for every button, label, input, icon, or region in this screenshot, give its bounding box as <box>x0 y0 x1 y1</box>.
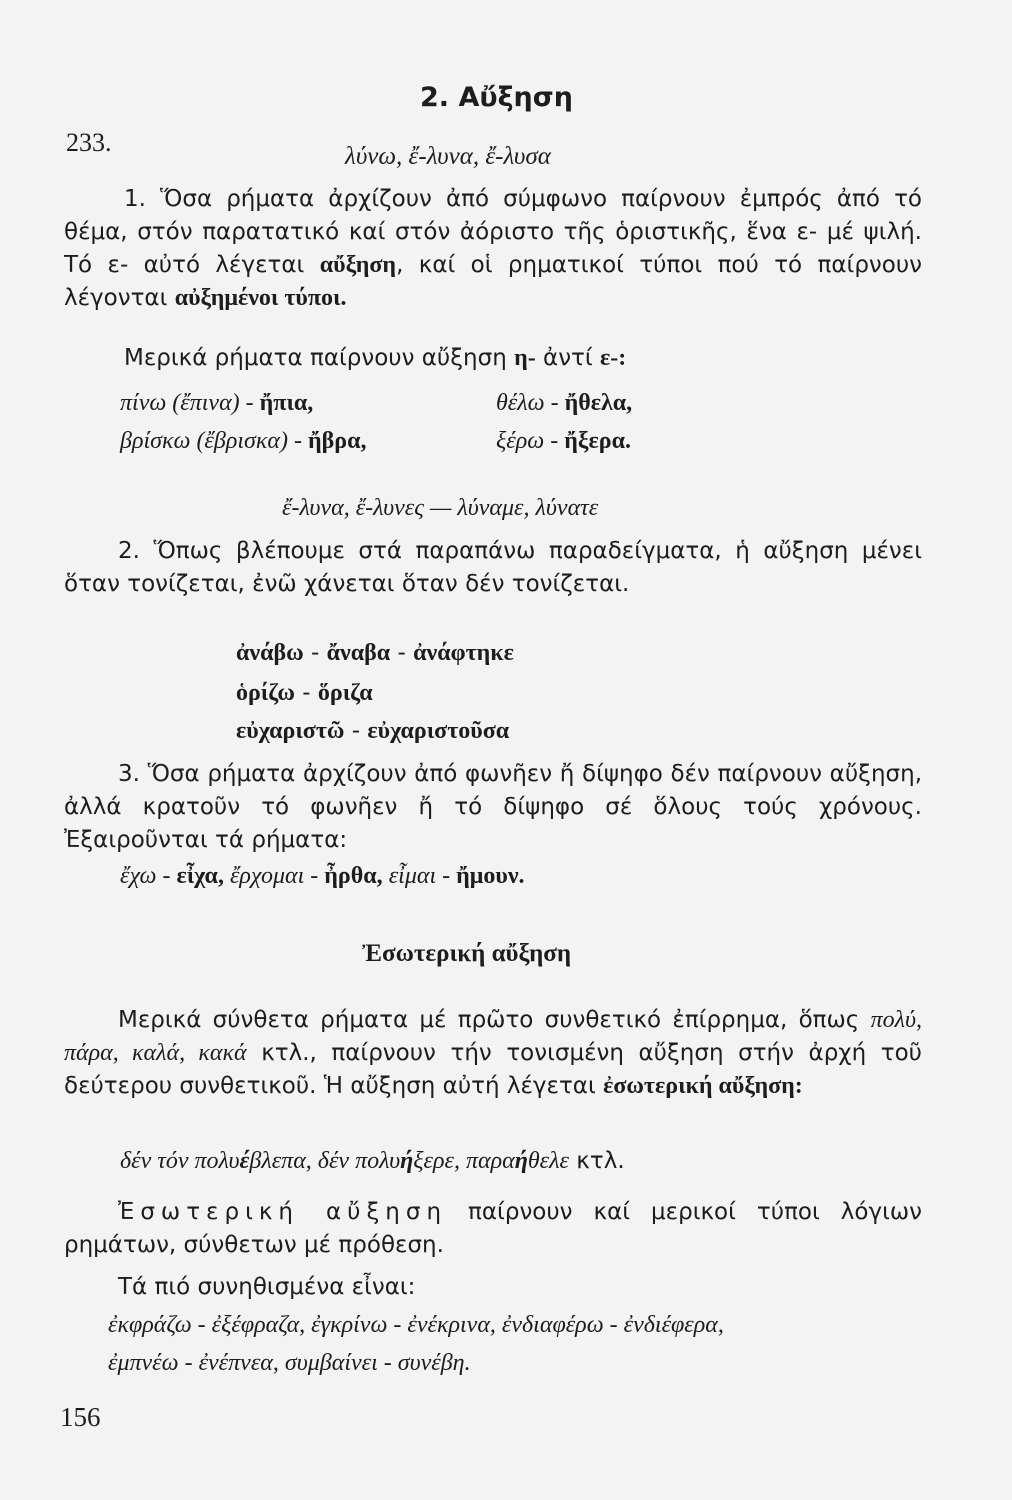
spaced-term: Ἐσωτερική αὔξηση <box>118 1199 448 1225</box>
term-augment: αὔξηση <box>319 252 397 278</box>
exception-augmented: ἤμουν. <box>456 863 525 889</box>
augment-letter: ή <box>514 1148 528 1174</box>
exception-augmented: εἶχα, <box>176 863 224 889</box>
learned-examples-line-1: ἐκφράζω - ἐξέφραζα, ἐγκρίνω - ἐνέκρινα, ἐνδιαφέρω - ἐνδιέφερα, <box>108 1312 724 1338</box>
adverbs: πολύ, πάρα, καλά, κακά <box>64 1007 922 1066</box>
page-number: 156 <box>60 1402 101 1432</box>
paragraph-4 <box>64 1004 922 1103</box>
p4-text2: κτλ., παίρνουν τήν τονισμένη αὔξηση στήν ἀρχή τοῦ δεύτερου συνθετικοῦ. Ἡ αὔξηση αὐτή λέγεται <box>64 1040 922 1099</box>
paragraph-number: 233. <box>66 128 112 157</box>
etc-text: κτλ. <box>569 1148 625 1174</box>
dash: - <box>344 718 368 744</box>
paragraph-3: 3. Ὅσα ρήματα ἀρχίζουν ἀπό φωνῆεν ἤ δίψηφο δέν παίρνουν αὔξηση, ἀλλά κρατοῦν τό φωνῆεν ἤ τό δίψηφο σέ ὅλους τούς χρόνους. Ἐξαιροῦνται τά ρήματα: <box>64 761 922 853</box>
exception-text: ἔχω - <box>120 863 177 889</box>
stress-word: ἀνάβω <box>236 640 304 666</box>
example-text: θέλω - <box>496 390 565 416</box>
p4-text: Μερικά σύνθετα ρήματα μέ πρῶτο συνθετικό ἐπίρρημα, ὅπως <box>118 1007 871 1033</box>
dash: - <box>303 640 327 666</box>
stress-word: εὐχαριστοῦσα <box>367 718 510 744</box>
stress-word: ὅριζα <box>317 680 373 706</box>
augment-letter: ή <box>400 1148 414 1174</box>
dash: - <box>294 680 318 706</box>
p1-text2: , καί οἱ ρηματικοί τύποι πού τό παίρνουν λέγονται <box>64 252 922 311</box>
example-text: ξερε, παρα <box>413 1148 515 1174</box>
stress-word: ἄναβα <box>326 640 391 666</box>
stress-word: ὁρίζω <box>236 680 295 706</box>
eta-example-row-2-right <box>496 428 631 455</box>
example-augmented: ἤπια, <box>259 390 314 416</box>
stress-list-row-2 <box>236 680 373 707</box>
stress-example: ἔ-λυνα, ἔ-λυνες — λύναμε, λύνατε <box>282 495 599 521</box>
example-augmented: ἤθελα, <box>564 390 633 416</box>
paragraph-6: Τά πιό συνηθισμένα εἶναι: <box>118 1274 416 1300</box>
exceptions-line <box>120 863 525 890</box>
learned-examples-line-2: ἐμπνέω - ἐνέπνεα, συμβαίνει - συνέβη. <box>108 1350 471 1376</box>
term-internal-augment: ἐσωτερική αὔξηση: <box>603 1073 803 1099</box>
eta-example-row-1-right <box>496 390 632 417</box>
stress-list-row-1 <box>236 640 514 667</box>
subsection-title: Ἐσωτερική αὔξηση <box>362 940 572 967</box>
paragraph-2: 2. Ὅπως βλέπουμε στά παραπάνω παραδείγματα, ἡ αὔξηση μένει ὅταν τονίζεται, ἐνῶ χάνεται ὅταν δέν τονίζεται. <box>64 538 922 597</box>
example-header: λύνω, ἔ-λυνα, ἔ-λυσα <box>345 143 551 170</box>
example-text: πίνω (ἔπινα) - <box>120 390 260 416</box>
eta-example-row-1-left <box>120 390 313 417</box>
eta-prefix: η- <box>514 345 536 371</box>
section-title: 2. Αὔξηση <box>420 82 573 113</box>
stress-list-row-3 <box>236 718 509 745</box>
example-text: βρίσκω (ἔβρισκα) - <box>120 428 308 454</box>
p1-text: 1. Ὅσα ρήματα ἀρχίζουν ἀπό σύμφωνο παίρνουν ἐμπρός ἀπό τό θέμα, στόν παρατατικό καί στόν ἀόριστο τῆς ὁριστικῆς, ἕνα ε- μέ ψιλή. Τό ε- αὐτό λέγεται <box>64 186 922 278</box>
internal-examples <box>120 1148 625 1175</box>
dash: - <box>390 640 414 666</box>
example-text: ξέρω - <box>496 428 565 454</box>
example-augmented: ἤξερα. <box>564 428 632 454</box>
paragraph-5 <box>64 1196 922 1262</box>
term-augmented-forms: αὐξημένοι τύποι. <box>174 285 347 311</box>
stress-word: εὐχαριστῶ <box>236 718 345 744</box>
eps-prefix: ε-: <box>599 345 627 371</box>
example-text: θελε <box>527 1148 569 1174</box>
p-eta-text: Μερικά ρήματα παίρνουν αὔξηση <box>124 345 515 371</box>
example-text: βλεπα, δέν πολυ <box>249 1148 401 1174</box>
stress-word: ἀνάφτηκε <box>413 640 514 666</box>
exception-text: εἶμαι - <box>382 863 457 889</box>
p-eta-text2: ἀντί <box>535 345 600 371</box>
exception-text: ἔρχομαι - <box>223 863 325 889</box>
paragraph-1 <box>64 183 922 315</box>
eta-example-row-2-left <box>120 428 366 455</box>
paragraph-eta <box>64 342 922 375</box>
augment-letter: έ <box>239 1148 250 1174</box>
example-text: δέν τόν πολυ <box>120 1148 240 1174</box>
exception-augmented: ἦρθα, <box>324 863 383 889</box>
example-augmented: ἤβρα, <box>307 428 367 454</box>
p5-text: παίρνουν καί μερικοί τύποι λόγιων ρημάτων, σύνθετων μέ πρόθεση. <box>64 1199 922 1258</box>
